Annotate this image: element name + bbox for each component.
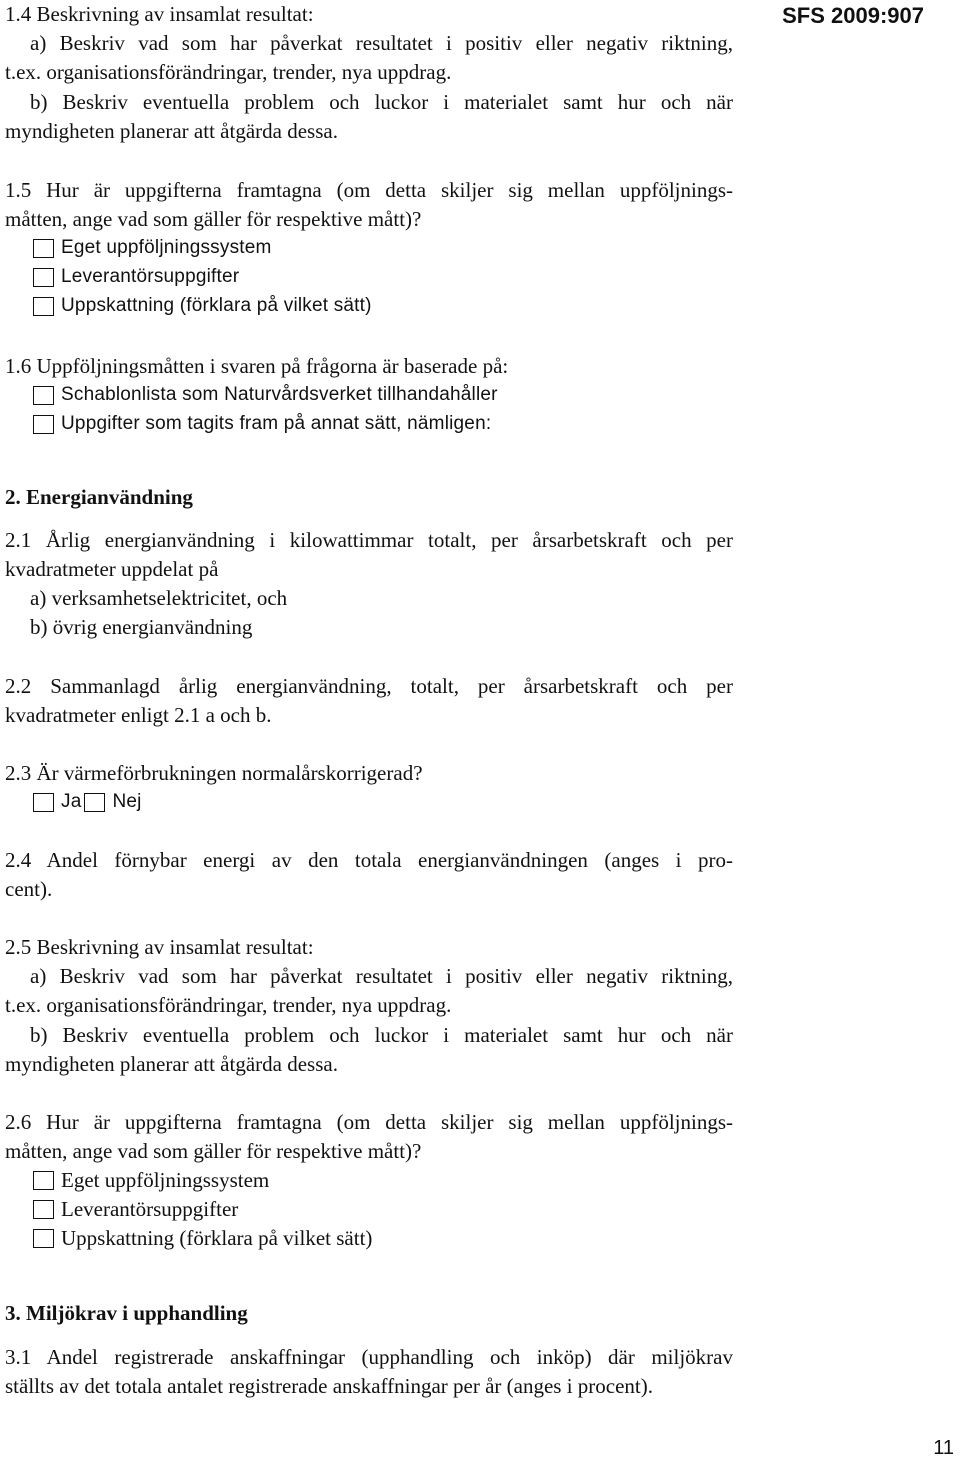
- checkbox-yes[interactable]: [33, 793, 54, 812]
- q1-4-line-4: b) Beskriv eventuella problem och luckor i materialet samt hur och när: [30, 90, 733, 114]
- q2-6-option-estimate[interactable]: [33, 1224, 372, 1252]
- q2-1-line-2: kvadratmeter uppdelat på: [5, 557, 219, 581]
- q2-5-line-1: 2.5 Beskrivning av insamlat resultat:: [5, 935, 314, 959]
- q1-6-option-template-list[interactable]: [33, 381, 498, 409]
- option-label: Uppskattning (förklara på vilket sätt): [61, 295, 372, 316]
- option-label-no: Nej: [112, 791, 142, 812]
- option-label: Uppskattning (förklara på vilket sätt): [61, 1226, 373, 1250]
- q2-1-line-1: 2.1 Årlig energianvändning i kilowattimmar totalt, per årsarbetskraft och per: [5, 528, 733, 552]
- option-label: Uppgifter som tagits fram på annat sätt, nämligen:: [61, 413, 492, 434]
- q1-4-line-1: 1.4 Beskrivning av insamlat resultat:: [5, 2, 314, 26]
- q2-6-line-1: 2.6 Hur är uppgifterna framtagna (om detta skiljer sig mellan uppföljnings-: [5, 1110, 733, 1134]
- q1-4-line-2: a) Beskriv vad som har påverkat resultatet i positiv eller negativ riktning,: [30, 31, 733, 55]
- q2-2-line-1: 2.2 Sammanlagd årlig energianvändning, totalt, per årsarbetskraft och per: [5, 674, 733, 698]
- option-label: Eget uppföljningssystem: [61, 1168, 270, 1192]
- checkbox[interactable]: [33, 415, 54, 434]
- page-number: 11: [933, 1437, 954, 1459]
- section-3-heading: 3. Miljökrav i upphandling: [5, 1301, 248, 1325]
- checkbox[interactable]: [33, 1200, 54, 1219]
- checkbox[interactable]: [33, 268, 54, 287]
- q2-3-line-1: 2.3 Är värmeförbrukningen normalårskorrigerad?: [5, 761, 423, 785]
- q2-6-option-supplier-data[interactable]: [33, 1195, 238, 1223]
- checkbox[interactable]: [33, 239, 54, 258]
- checkbox-no[interactable]: [84, 793, 105, 812]
- q2-1-line-4: b) övrig energianvändning: [30, 615, 253, 639]
- q2-6-option-own-system[interactable]: [33, 1166, 269, 1194]
- option-label: Eget uppföljningssystem: [61, 237, 272, 258]
- q2-5-line-4: b) Beskriv eventuella problem och luckor i materialet samt hur och när: [30, 1023, 733, 1047]
- q2-6-line-2: måtten, ange vad som gäller för respektive mått)?: [5, 1139, 422, 1163]
- checkbox[interactable]: [33, 1229, 54, 1248]
- q2-5-line-3: t.ex. organisationsförändringar, trender, nya uppdrag.: [5, 993, 452, 1017]
- q1-4-line-5: myndigheten planerar att åtgärda dessa.: [5, 119, 338, 143]
- q3-1-line-2: ställts av det totala antalet registrerade anskaffningar per år (anges i procent).: [5, 1374, 653, 1398]
- checkbox[interactable]: [33, 297, 54, 316]
- option-label-yes: Ja: [61, 791, 82, 812]
- checkbox[interactable]: [33, 386, 54, 405]
- q2-3-options: [33, 788, 142, 816]
- q2-1-line-3: a) verksamhetselektricitet, och: [30, 586, 288, 610]
- q1-6-option-other-source[interactable]: [33, 410, 491, 438]
- option-label: Leverantörsuppgifter: [61, 266, 240, 287]
- header-reference: SFS 2009:907: [782, 3, 924, 28]
- q1-6-line-1: 1.6 Uppföljningsmåtten i svaren på frågorna är baserade på:: [5, 354, 509, 378]
- q1-5-option-own-system[interactable]: [33, 234, 272, 262]
- q1-5-option-estimate[interactable]: [33, 292, 372, 320]
- q2-4-line-1: 2.4 Andel förnybar energi av den totala energianvändningen (anges i pro-: [5, 848, 733, 872]
- q1-5-line-1: 1.5 Hur är uppgifterna framtagna (om detta skiljer sig mellan uppföljnings-: [5, 178, 733, 202]
- option-label: Leverantörsuppgifter: [61, 1197, 239, 1221]
- q3-1-line-1: 3.1 Andel registrerade anskaffningar (upphandling och inköp) där miljökrav: [5, 1345, 733, 1369]
- checkbox[interactable]: [33, 1171, 54, 1190]
- q2-5-line-2: a) Beskriv vad som har påverkat resultatet i positiv eller negativ riktning,: [30, 964, 733, 988]
- q2-2-line-2: kvadratmeter enligt 2.1 a och b.: [5, 703, 272, 727]
- q2-4-line-2: cent).: [5, 877, 53, 901]
- section-2-heading: 2. Energianvändning: [5, 485, 193, 509]
- q1-4-line-3: t.ex. organisationsförändringar, trender, nya uppdrag.: [5, 60, 452, 84]
- q2-5-line-5: myndigheten planerar att åtgärda dessa.: [5, 1052, 338, 1076]
- option-label: Schablonlista som Naturvårdsverket tillhandahåller: [61, 384, 498, 405]
- q1-5-line-2: måtten, ange vad som gäller för respektive mått)?: [5, 207, 422, 231]
- q1-5-option-supplier-data[interactable]: [33, 263, 239, 291]
